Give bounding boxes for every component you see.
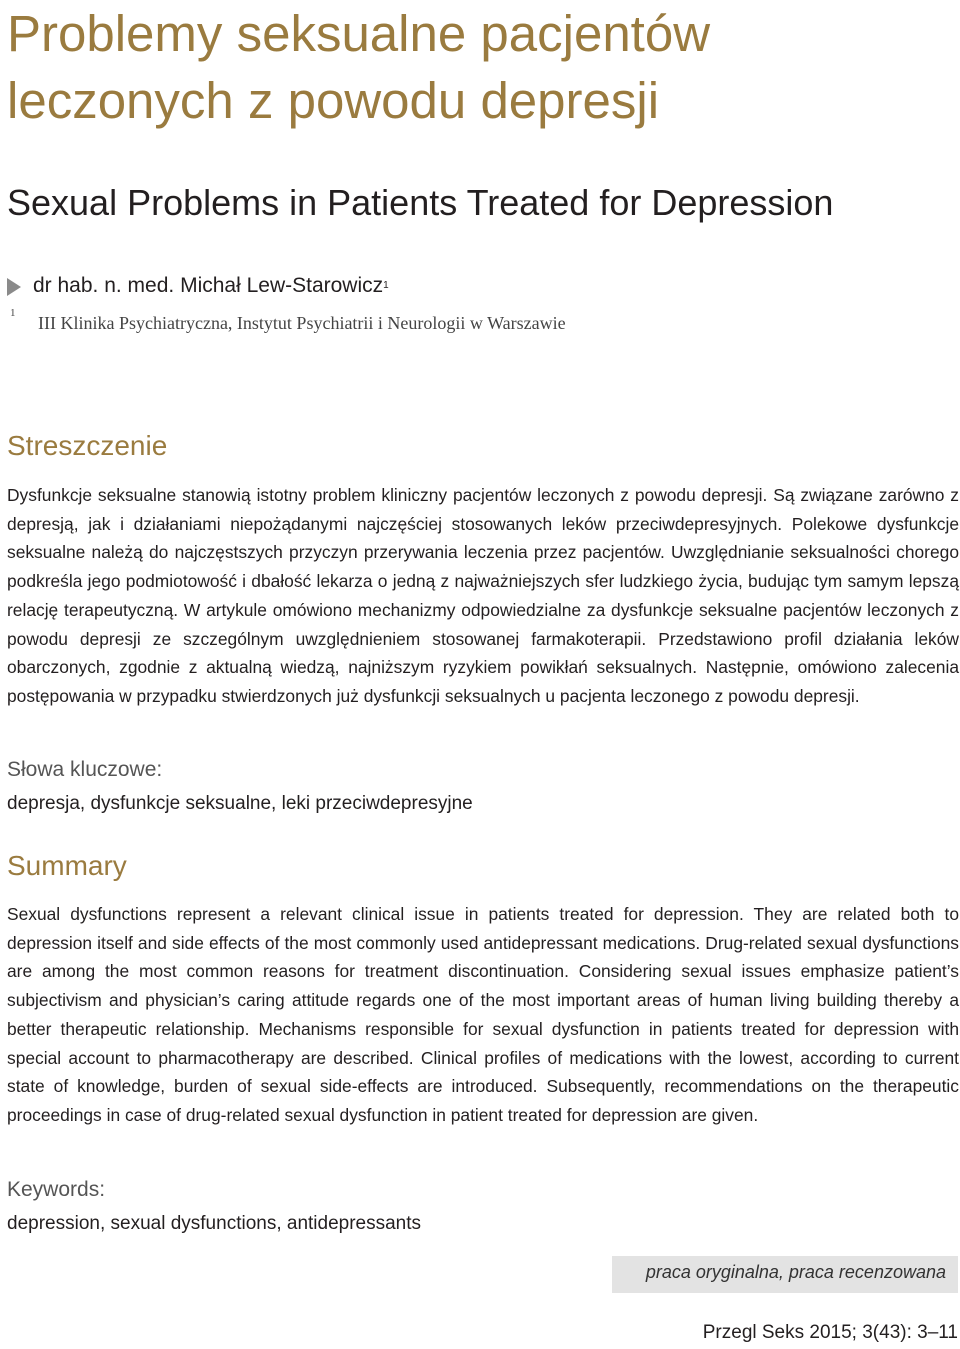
keywords-label: Keywords:: [7, 1178, 106, 1201]
streszczenie-text: Dysfunkcje seksualne stanowią istotny problem kliniczny pacjentów leczonych z powodu depresji. Są związane zarówno z depresją, jak i działaniami niepożądanymi najczęściej stosowanych leków przeciwdepresyjnych. Polekowe dysfunkcje seksualne należą do najczęstszych przyczyn przerywania leczenia przez pacjentów. Uwzględnianie seksualności chorego podkreśla jego podmiotowość i dbałość lekarza o jedną z najważniejszych sfer ludzkiego życia, budując tym samym lepszą relację terapeutyczną. W artykule omówiono mechanizmy odpowiedzialne za dysfunkcje seksualne pacjentów leczonych z powodu depresji ze szczególnym uwzględnieniem stosowanej farmakoterapii. Przedstawiono profil działania leków obarczonych, zgodnie z aktualną wiedzą, najniższym ryzykiem powikłań seksualnych. Następnie, omówiono zalecenia postępowania w przypadku stwierdzonych już dysfunkcji seksualnych u pacjenta leczonego z powodu depresji.: [7, 485, 959, 706]
keywords-value: depression, sexual dysfunctions, antidepressants: [7, 1213, 422, 1234]
summary-text: Sexual dysfunctions represent a relevant clinical issue in patients treated for depression. They are related both to depression itself and side effects of the most commonly used antidepressant medications. Drug-related sexual dysfunctions are among the most common reasons for treatment discontinuation. Considering sexual issues emphasize patient’s subjectivism and physician’s caring attitude regards one of the most important areas of human living building thereby a better therapeutic relationship. Mechanisms responsible for sexual dysfunction in patients treated for depression with special account to pharmacotherapy are described. Clinical profiles of medications with the lowest, according to current state of knowledge, burden of sexual side-effects are introduced. Subsequently, recommendations on the therapeutic proceedings in case of drug-related sexual dysfunction in patient treated for depression are given.: [7, 904, 959, 1125]
affiliation: III Klinika Psychiatryczna, Instytut Psychiatrii i Neurologii w Warszawie: [38, 313, 566, 333]
article-type-badge: praca oryginalna, praca recenzowana: [612, 1256, 958, 1293]
article-title: Problemy seksualne pacjentów leczonych z powodu depresji: [7, 5, 711, 129]
summary-heading: Summary: [7, 850, 127, 881]
affiliation-number: 1: [10, 307, 16, 319]
article-subtitle: Sexual Problems in Patients Treated for Depression: [7, 182, 834, 223]
author-name: dr hab. n. med. Michał Lew-Starowicz: [33, 274, 384, 297]
streszczenie-heading: Streszczenie: [7, 430, 168, 461]
slowa-kluczowe-value: depresja, dysfunkcje seksualne, leki przeciwdepresyjne: [7, 793, 473, 814]
slowa-kluczowe-label: Słowa kluczowe:: [7, 758, 163, 781]
author-line: dr hab. n. med. Michał Lew-Starowicz 1: [7, 272, 389, 300]
triangle-arrow-icon: [7, 278, 21, 296]
journal-citation: Przegl Seks 2015; 3(43): 3–11: [702, 1322, 958, 1343]
